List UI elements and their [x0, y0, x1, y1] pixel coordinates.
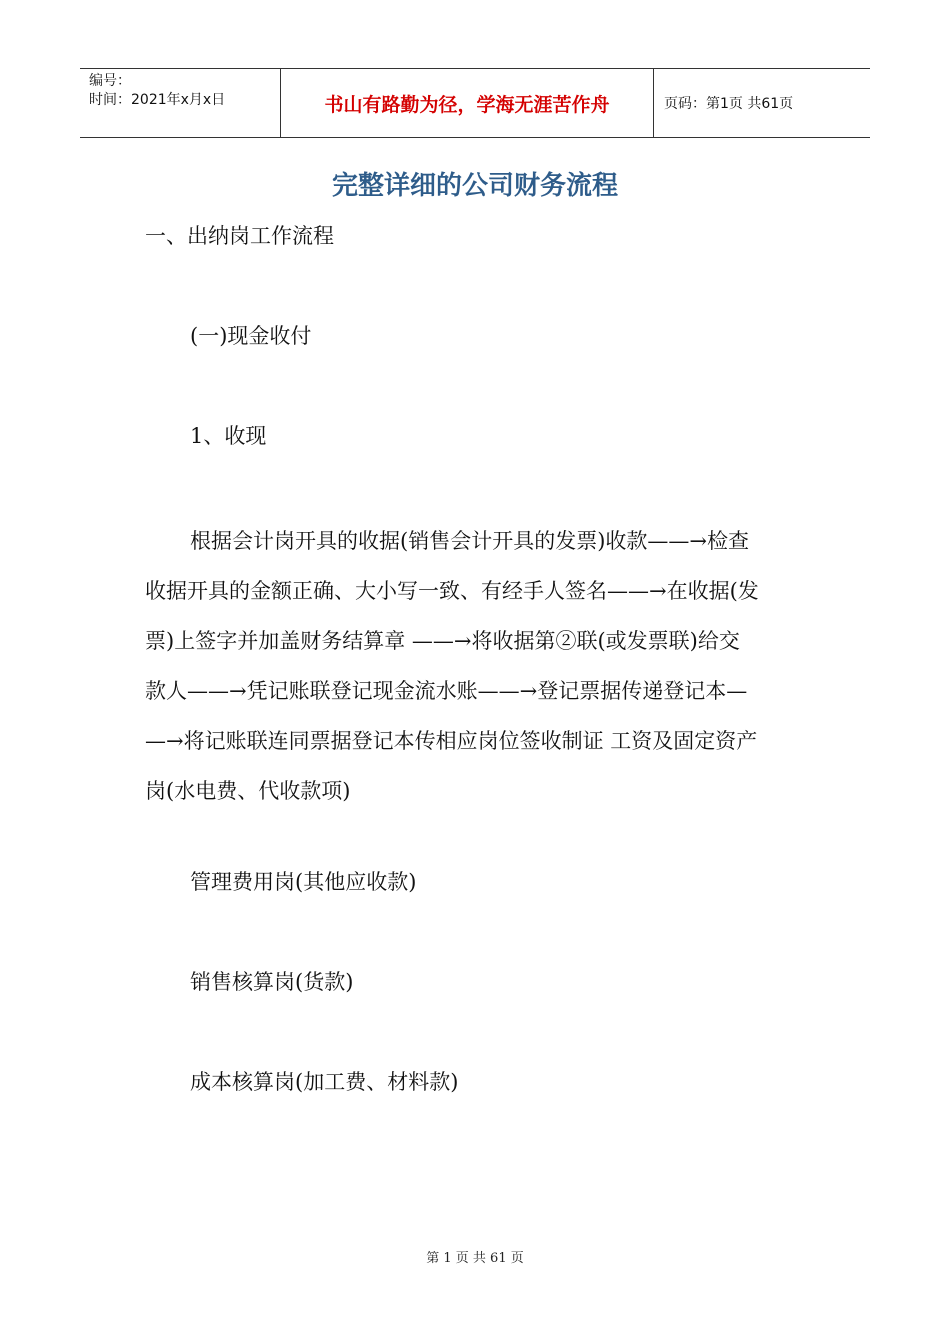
section-heading: 一、出纳岗工作流程: [145, 224, 334, 248]
document-header: [80, 68, 870, 138]
line-cost-accounting: 成本核算岗(加工费、材料款): [190, 1070, 459, 1094]
subsection-heading: (一)现金收付: [190, 324, 312, 348]
paragraph-line: 收据开具的金额正确、大小写一致、有经手人签名——→在收据(发: [145, 579, 759, 603]
paragraph-line: 票)上签字并加盖财务结算章 ——→将收据第②联(或发票联)给交: [145, 629, 740, 653]
process-paragraph: [145, 516, 807, 816]
line-management-fee: 管理费用岗(其他应收款): [190, 870, 417, 894]
header-meta: [80, 69, 281, 137]
header-motto: 书山有路勤为径，学海无涯苦作舟: [281, 69, 654, 137]
paragraph-line: 岗(水电费、代收款项): [145, 779, 351, 803]
page-footer: 第 1 页 共 61 页: [426, 1251, 524, 1266]
header-page-info: 页码：第1页 共61页: [664, 96, 794, 112]
paragraph-line: 款人——→凭记账联登记现金流水账——→登记票据传递登记本—: [145, 679, 748, 703]
line-sales-accounting: 销售核算岗(货款): [190, 970, 354, 994]
paragraph-line: 根据会计岗开具的收据(销售会计开具的发票)收款——→检查: [190, 529, 749, 553]
paragraph-line: —→将记账联连同票据登记本传相应岗位签收制证 工资及固定资产: [145, 729, 758, 753]
document-title: 完整详细的公司财务流程: [331, 171, 618, 201]
number-label: 编号：: [89, 73, 131, 89]
item-heading: 1、收现: [190, 424, 267, 448]
time-label: 时间：2021年x月x日: [89, 92, 226, 108]
